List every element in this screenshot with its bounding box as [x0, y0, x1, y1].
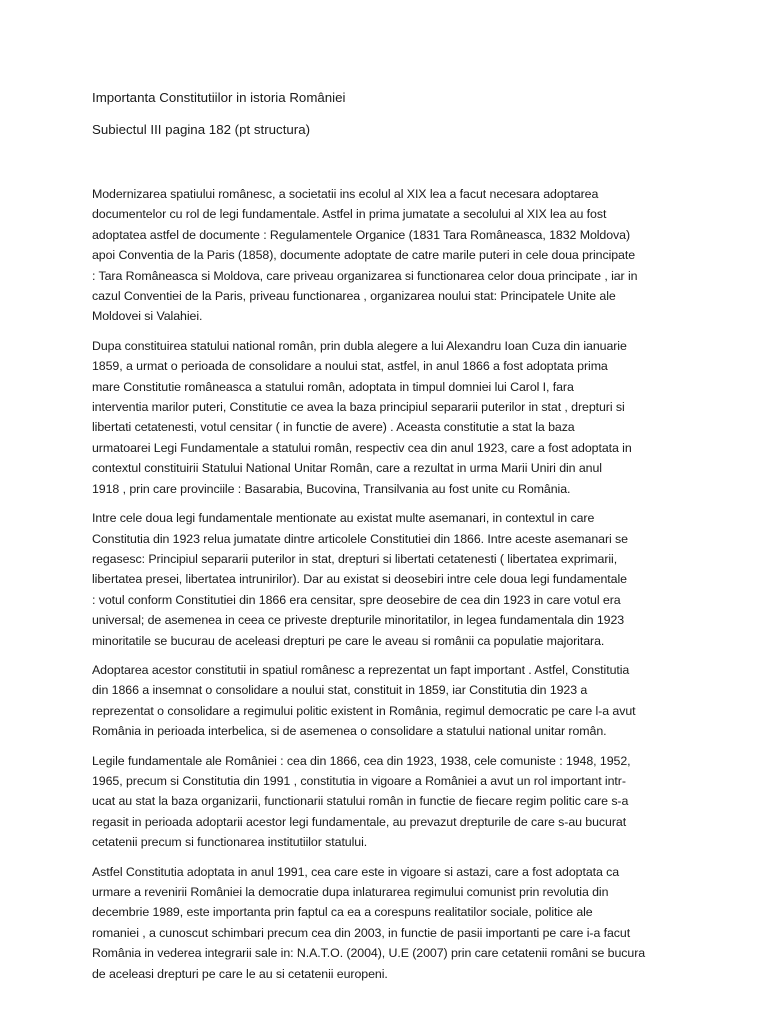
paragraph-line: cetatenii precum si functionarea institutiilor statului. [92, 835, 368, 850]
paragraph-4 [92, 660, 692, 742]
paragraph-line: ucat au stat la baza organizarii, functionarii statului român in functie de fiecare regim politic care s-a [92, 794, 629, 809]
document-page [92, 88, 692, 993]
document-title: Importanta Constitutiilor in istoria României [92, 90, 346, 105]
paragraph-line: Astfel Constitutia adoptata in anul 1991, cea care este in vigoare si astazi, care a fost adoptata ca [92, 864, 620, 879]
paragraph-5 [92, 751, 692, 853]
document-body [92, 184, 692, 984]
paragraph-3 [92, 508, 692, 651]
paragraph-1 [92, 184, 692, 327]
paragraph-2 [92, 336, 692, 499]
paragraph-line: Modernizarea spatiului românesc, a societatii ins ecolul al XIX lea a facut necesara adoptarea [92, 187, 599, 201]
paragraph-line: reprezentat o consolidare a regimului politic existent in România, regimul democratic pe care l-a avut [92, 703, 636, 718]
paragraph-line: România in vederea integrarii sale in: N.A.T.O. (2004), U.E (2007) prin care cetatenii români se bucura [92, 946, 646, 961]
paragraph-line: Intre cele doua legi fundamentale mentionate au existat multe asemanari, in contextul in care [92, 511, 595, 526]
paragraph-line: 1859, a urmat o perioada de consolidare a noului stat, astfel, in anul 1866 a fost adoptata prima [92, 359, 608, 374]
paragraph-line: minoritatile se bucurau de aceleasi drepturi pe care le aveau si românii ca populatie majoritara. [92, 633, 605, 648]
paragraph-line: contextul constituirii Statului National Unitar Român, care a rezultat in urma Marii Uniri din anul [92, 461, 602, 476]
paragraph-line: adoptatea astfel de documente : Regulamentele Organice (1831 Tara Româneasca, 1832 Moldova) [92, 227, 631, 242]
paragraph-line: Constitutia din 1923 relua jumatate dintre articolele Constitutiei din 1866. Intre aceste asemanari se [92, 531, 628, 546]
paragraph-line: România in perioada interbelica, si de asemenea o consolidare a statului national unitar român. [92, 724, 607, 739]
paragraph-line: interventia marilor puteri, Constitutie ce avea la baza principiul separarii puterilor in stat , drepturi si [92, 400, 625, 415]
paragraph-line: documentelor cu rol de legi fundamentale. Astfel in prima jumatate a secolului al XIX lea au fost [92, 207, 607, 222]
paragraph-line: 1965, precum si Constitutia din 1991 , constitutia in vigoare a României a avut un rol important intr- [92, 773, 626, 788]
paragraph-line: de aceleasi drepturi pe care le au si cetatenii europeni. [92, 966, 388, 981]
paragraph-line: Moldovei si Valahiei. [92, 309, 203, 324]
paragraph-line: Dupa constituirea statului national român, prin dubla alegere a lui Alexandru Ioan Cuza din ianuarie [92, 338, 627, 353]
paragraph-line: 1918 , prin care provinciile : Basarabia, Bucovina, Transilvania au fost unite cu România. [92, 481, 571, 496]
paragraph-line: urmare a revenirii României la democratie dupa inlaturarea regimului comunist prin revolutia din [92, 885, 609, 899]
paragraph-line: decembrie 1989, este importanta prin faptul ca ea a corespuns realitatilor sociale, politice ale [92, 905, 593, 920]
paragraph-line: romaniei , a cunoscut schimbari precum cea din 2003, in functie de pasii importanti pe care i-a facut [92, 925, 631, 940]
paragraph-line: libertatea presei, libertatea intrunirilor). Dar au existat si deosebiri intre cele doua legi fundamentale [92, 572, 627, 587]
paragraph-line: cazul Conventiei de la Paris, priveau functionarea , organizarea noului stat: Principatele Unite ale [92, 289, 616, 304]
paragraph-line: universal; de asemenea in ceea ce priveste drepturile minoritatilor, in legea fundamentala din 1923 [92, 613, 625, 628]
paragraph-line: Legile fundamentale ale României : cea din 1866, cea din 1923, 1938, cele comuniste : 1948, 1952, [92, 753, 631, 768]
paragraph-line: mare Constitutie româneasca a statului român, adoptata in timpul domniei lui Carol I, fara [92, 379, 574, 394]
paragraph-line: din 1866 a insemnat o consolidare a noului stat, constituit in 1859, iar Constitutia din 1923 a [92, 683, 588, 698]
paragraph-line: regasesc: Principiul separarii puterilor in stat, drepturi si libertati cetatenesti ( libertatea exprimarii, [92, 551, 618, 566]
paragraph-line: : votul conform Constitutiei din 1866 era censitar, spre deosebire de cea din 1923 in care votul era [92, 592, 621, 607]
paragraph-line: libertati cetatenesti, votul censitar ( in functie de avere) . Aceasta constitutie a stat la baza [92, 420, 575, 435]
paragraph-line: regasit in perioada adoptarii acestor legi fundamentale, au prevazut drepturile de care s-au bucurat [92, 814, 627, 829]
document-subtitle: Subiectul III pagina 182 (pt structura) [92, 122, 311, 137]
paragraph-6 [92, 862, 692, 984]
paragraph-line: apoi Conventia de la Paris (1858), documente adoptate de catre marile puteri in cele doua principate [92, 248, 636, 263]
paragraph-line: Adoptarea acestor constitutii in spatiul românesc a reprezentat un fapt important . Astfel, Constitutia [92, 662, 630, 677]
paragraph-line: urmatoarei Legi Fundamentale a statului român, respectiv cea din anul 1923, care a fost adoptata in [92, 440, 632, 455]
paragraph-line: : Tara Româneasca si Moldova, care priveau organizarea si functionarea celor doua principate , iar in [92, 268, 638, 283]
